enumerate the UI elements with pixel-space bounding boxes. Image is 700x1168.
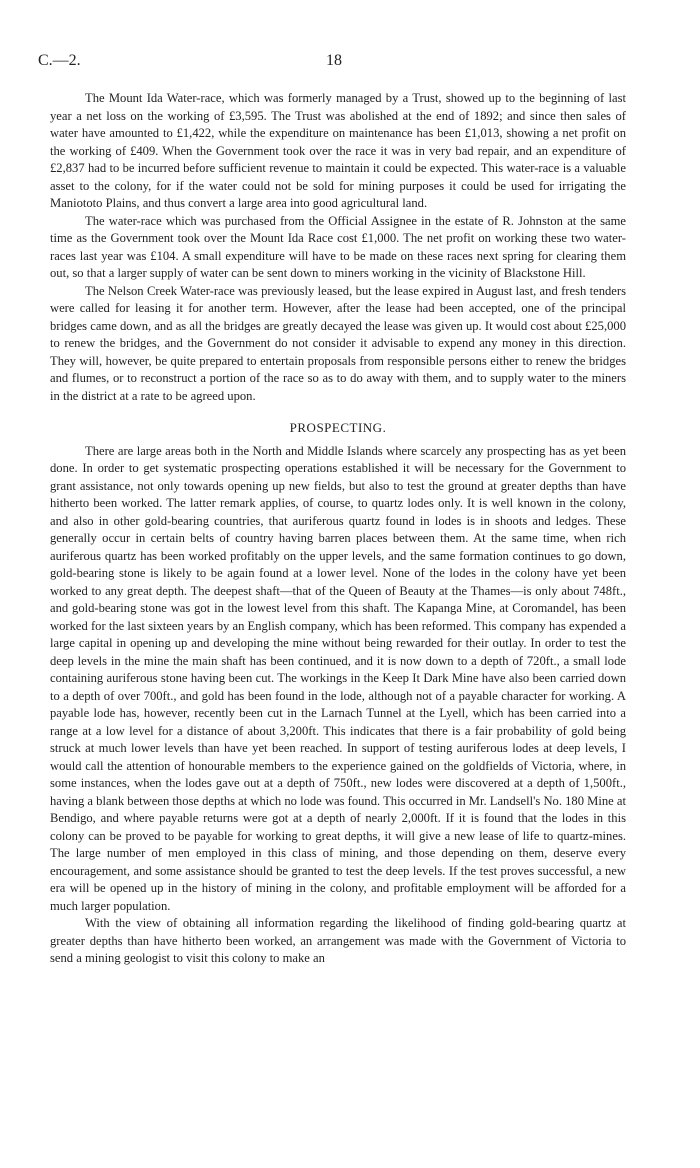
page-number: 18	[326, 52, 342, 69]
paragraph-nelson-creek: The Nelson Creek Water-race was previously leased, but the lease expired in August last, and fresh tenders were called for leasing it for another term. However, after the lease had been accepted, one of the principal bridges came down, and as all the bridges are greatly decayed the lease was given up. It would cost about £25,000 to renew the bridges, and the Government do not consider it advisable to expend any money in this direction. They will, however, be quite prepared to entertain proposals from responsible persons either to renew the bridges and flumes, or to reconstruct a portion of the race so as to do away with them, and to supply water to the miners in the district at a rate to be agreed upon.	[50, 283, 626, 403]
body-text	[50, 90, 626, 968]
paragraph-mount-ida: The Mount Ida Water-race, which was formerly managed by a Trust, showed up to the beginning of last year a net loss on the working of £3,595. The Trust was abolished at the end of 1892; and since then sales of water have amounted to £1,422, while the expenditure on maintenance has been £1,013, showing a net profit on the working of £409. When the Government took over the race it was in very bad repair, and an expenditure of £2,837 had to be incurred before sufficient revenue to maintain it could be expected. This water-race is a valuable asset to the colony, for if the water could not be sold for mining purposes it could be used for irrigating the Maniototo Plains, and thus convert a large area into good agricultural land.	[50, 91, 626, 210]
paragraph-johnston-race: The water-race which was purchased from the Official Assignee in the estate of R. Johnston at the same time as the Government took over the Mount Ida Race cost £1,000. The net profit on working these two water-races last year was £104. A small expenditure will have to be made on these races next spring for clearing them out, so that a larger supply of water can be sent down to miners working in the vicinity of Blackstone Hill.	[50, 213, 626, 280]
paragraph-prospecting: There are large areas both in the North and Middle Islands where scarcely any prospecting has as yet been done. In order to get systematic prospecting operations established it will be necessary for the Government to grant assistance, not only towards opening up new fields, but also to test the ground at greater depths than have hitherto been worked. The latter remark applies, of course, to quartz lodes only. It is well known in the colony, and also in other gold-bearing countries, that auriferous quartz found in lodes is in shoots and ledges. These generally occur in certain belts of country having barren places between them. At the same time, when rich auriferous quartz has been worked profitably on the upper levels, and the same formation continues to go down, gold-bearing stone is likely to be again found at a lower level. None of the lodes in the colony have yet been worked to any great depth. The deepest shaft—that of the Queen of Beauty at the Thames—is only about 748ft., and gold-bearing stone was got in the lowest level from this shaft. The Kapanga Mine, at Coromandel, has been worked for the last sixteen years by an English company, which has been reformed. This company has expended a large capital in opening up and developing the mine without being rewarded for their outlay. In order to test the deep levels in the mine the main shaft has been continued, and it is now down to a depth of 720ft., a small lode containing auriferous stone having been cut. The workings in the Keep It Dark Mine have also been carried down to a depth of over 700ft., and gold has been found in the lode, although not of a payable character for working. A payable lode has, however, recently been cut in the Larnach Tunnel at the Lyell, which has been carried into a range at a low level for a distance of about 3,200ft. This indicates that there is a fair probability of gold being struck at much lower levels than have yet been reached. In support of testing auriferous lodes at deep levels, I would call the attention of honourable members to the experience gained on the goldfields of Victoria, where, in some instances, when the lodes gave out at a depth of 750ft., new lodes were discovered at a depth of 1,500ft., having a blank between those depths at which no lode was found. This occurred in Mr. Landsell's No. 180 Mine at Bendigo, and where payable returns were got at a depth of nearly 2,000ft. If it is found that the lodes in this colony can be proved to be payable for working to great depths, it will give a new lease of life to quartz-mines. The large number of men employed in this class of mining, and those depending on them, deserve every encouragement, and some assistance should be granted to test the deep levels. If the test proves successful, a new era will be opened up in the history of mining in the colony, and profitable employment will be afforded for a much larger population.	[50, 443, 626, 913]
page-header	[0, 52, 700, 74]
section-heading-prospecting: PROSPECTING.	[289, 420, 387, 435]
paragraph-victoria-geologist: With the view of obtaining all information regarding the likelihood of finding gold-bearing quartz at greater depths than have hitherto been worked, an arrangement was made with the Government of Victoria to send a mining geologist to visit this colony to make an	[50, 916, 626, 965]
document-code: C.—2.	[38, 52, 81, 69]
